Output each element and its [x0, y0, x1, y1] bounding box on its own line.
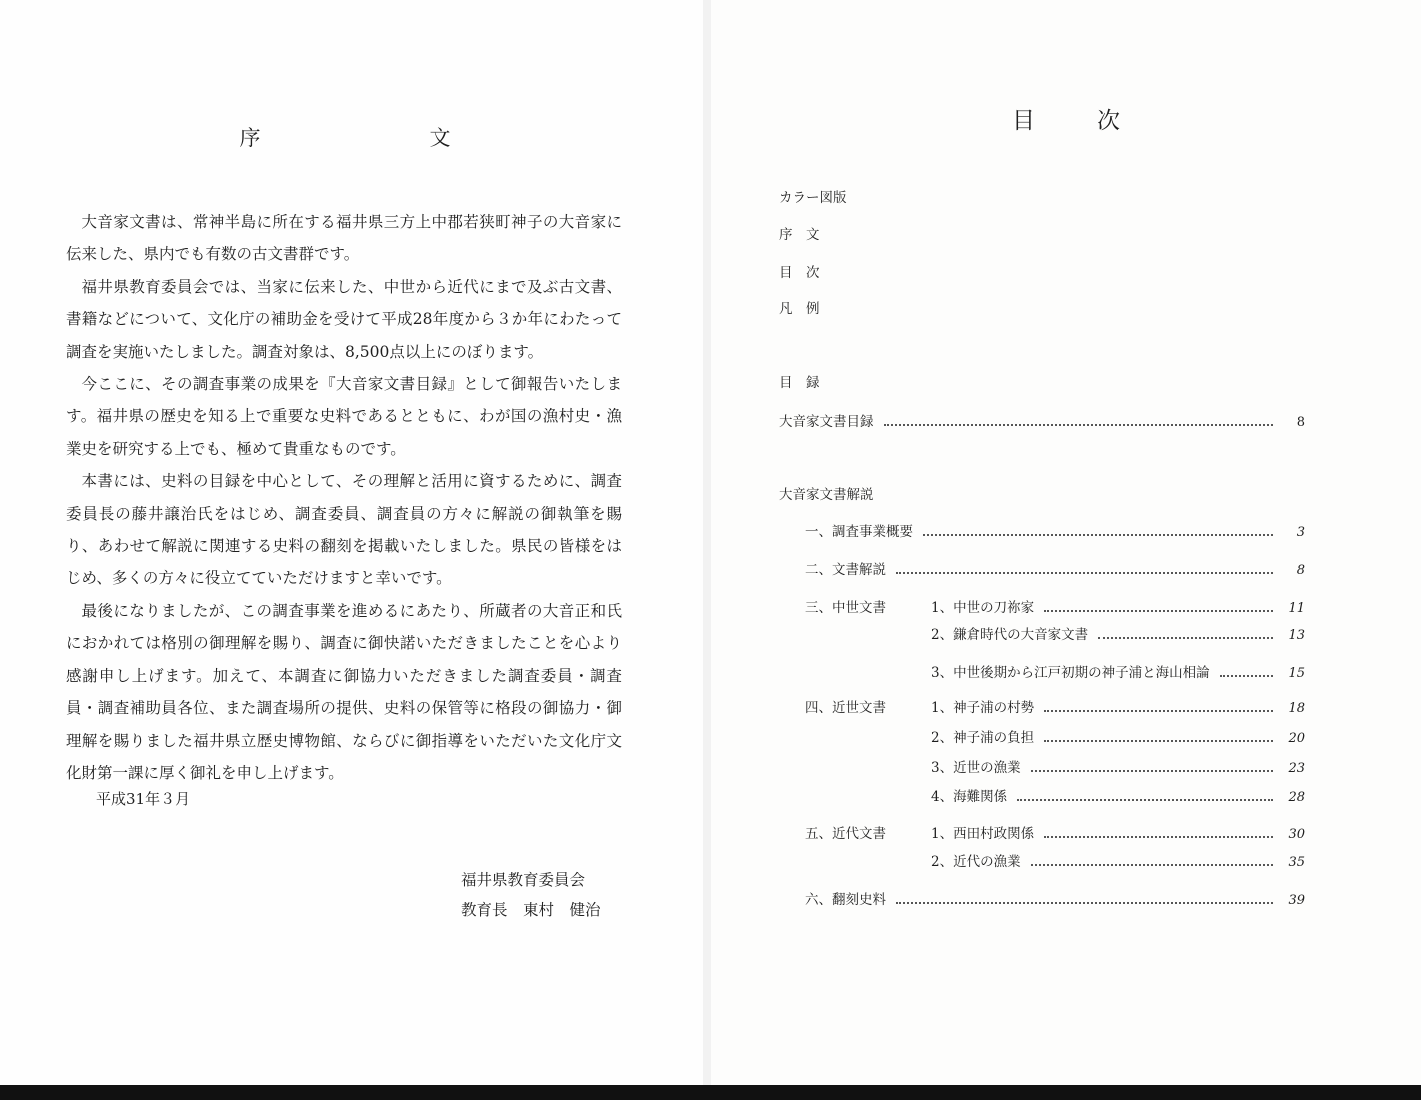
toc-entry-s5-1[interactable] [931, 822, 1305, 842]
toc-leader [1031, 770, 1273, 772]
toc-front-preface[interactable]: 序 文 [779, 227, 820, 243]
toc-entry-page: 3 [1296, 525, 1305, 540]
toc-leader [896, 572, 1273, 574]
toc-title: 目次 [1012, 108, 1182, 134]
toc-leader [1044, 610, 1273, 612]
preface-organization: 福井県教育委員会 [461, 871, 586, 889]
toc-leader [896, 902, 1273, 904]
binding-edge-left [0, 1085, 703, 1100]
toc-entry-s6[interactable] [805, 888, 1305, 908]
toc-section-s3: 三、中世文書 [805, 600, 886, 616]
toc-entry-label: 一、調査事業概要 [805, 524, 913, 540]
toc-section-s5: 五、近代文書 [805, 826, 886, 842]
toc-entry-s4-1[interactable] [931, 696, 1305, 716]
toc-entry-s5-2[interactable] [931, 850, 1305, 870]
preface-paragraph: 今ここに、その調査事業の成果を『大音家文書目録』として御報告いたします。福井県の歴史を知る上で重要な史料であるとともに、わが国の漁村史・漁業史を研究する上でも、極めて貴重なものです。 [66, 375, 622, 458]
toc-front-contents[interactable]: 目 次 [779, 265, 820, 281]
toc-entry-s4-3[interactable] [931, 756, 1305, 776]
toc-entry-s4-4[interactable] [931, 785, 1305, 805]
toc-leader [1220, 675, 1273, 677]
toc-entry-page: 11 [1288, 601, 1305, 616]
preface-signer: 教育長 東村 健治 [461, 901, 601, 919]
toc-page [711, 0, 1421, 1100]
preface-paragraph: 本書には、史料の目録を中心として、その理解と活用に資するために、調査委員長の藤井譲治氏をはじめ、調査委員、調査員の方々に解説の御執筆を賜り、あわせて解説に関連する史料の翻刻を掲載いたしました。県民の皆様をはじめ、多くの方々に役立てていただけますと幸いです。 [66, 472, 622, 588]
toc-leader [1017, 799, 1273, 801]
toc-entry-page: 8 [1296, 415, 1305, 430]
toc-entry-page: 35 [1288, 855, 1305, 870]
toc-entry-label: 1、中世の刀祢家 [931, 600, 1035, 616]
toc-entry-label: 2、鎌倉時代の大音家文書 [931, 627, 1089, 643]
toc-entry-label: 4、海難関係 [931, 789, 1008, 805]
toc-entry-s1[interactable] [805, 520, 1305, 540]
toc-leader [1044, 836, 1273, 838]
preface-paragraph: 最後になりましたが、この調査事業を進めるにあたり、所蔵者の大音正和氏におかれては格別の御理解を賜り、調査に御快諾いただきましたことを心より感謝申し上げます。加えて、本調査に御協力いただきました調査委員・調査員・調査補助員各位、また調査場所の提供、史料の保管等に格段の御協力・御理解を賜りました福井県立歴史博物館、ならびに御指導をいただいた文化庁文化財第一課に厚く御礼を申し上げます。 [66, 601, 622, 782]
toc-entry-label: 2、神子浦の負担 [931, 730, 1035, 746]
toc-entry-label: 大音家文書目録 [779, 414, 874, 430]
toc-entry-page: 39 [1288, 893, 1305, 908]
toc-entry-label: 3、中世後期から江戸初期の神子浦と海山相論 [931, 665, 1210, 681]
toc-entry-label: 1、西田村政関係 [931, 826, 1035, 842]
toc-entry-page: 8 [1296, 563, 1305, 578]
toc-entry-label: 六、翻刻史料 [805, 892, 886, 908]
preface-page [0, 0, 703, 1100]
toc-entry-s4-2[interactable] [931, 726, 1305, 746]
preface-title: 序 文 [239, 126, 525, 150]
toc-leader [923, 534, 1273, 536]
toc-entry-label: 3、近世の漁業 [931, 760, 1021, 776]
toc-leader [884, 424, 1274, 426]
toc-front-notes[interactable]: 凡 例 [779, 301, 820, 317]
toc-leader [1031, 864, 1273, 866]
toc-kaisetsu-heading: 大音家文書解説 [779, 487, 874, 503]
toc-entry-page: 15 [1288, 666, 1305, 681]
toc-entry-page: 23 [1288, 761, 1305, 776]
toc-entry-s3-1[interactable] [931, 596, 1305, 616]
toc-entry-label: 2、近代の漁業 [931, 854, 1021, 870]
preface-date: 平成31年３月 [96, 790, 191, 808]
toc-section-s4: 四、近世文書 [805, 700, 886, 716]
preface-paragraph: 福井県教育委員会では、当家に伝来した、中世から近代にまで及ぶ古文書、書籍などについて、文化庁の補助金を受けて平成28年度から３か年にわたって調査を実施いたしました。調査対象は、8,500点以上にのぼります。 [66, 277, 622, 361]
toc-entry-page: 30 [1288, 827, 1305, 842]
toc-leader [1098, 637, 1273, 639]
toc-leader [1044, 710, 1273, 712]
toc-entry-label: 1、神子浦の村勢 [931, 700, 1035, 716]
toc-leader [1044, 740, 1273, 742]
toc-entry-s3-3[interactable] [931, 661, 1305, 681]
preface-paragraph: 大音家文書は、常神半島に所在する福井県三方上中郡若狭町神子の大音家に伝来した、県内でも有数の古文書群です。 [66, 213, 622, 264]
toc-entry-page: 28 [1288, 790, 1305, 805]
toc-entry-page: 13 [1288, 628, 1305, 643]
toc-entry-s3-2[interactable] [931, 623, 1305, 643]
page-gutter [703, 0, 711, 1100]
binding-edge-right [703, 1085, 1421, 1100]
toc-entry-s2[interactable] [805, 558, 1305, 578]
toc-entry-page: 18 [1288, 701, 1305, 716]
preface-body [66, 206, 622, 789]
toc-entry-page: 20 [1288, 731, 1305, 746]
toc-entry-catalog[interactable] [779, 410, 1305, 430]
toc-front-color-plates[interactable]: カラー図版 [779, 190, 847, 206]
toc-mokuroku-heading: 目 録 [779, 375, 820, 391]
toc-entry-label: 二、文書解説 [805, 562, 886, 578]
